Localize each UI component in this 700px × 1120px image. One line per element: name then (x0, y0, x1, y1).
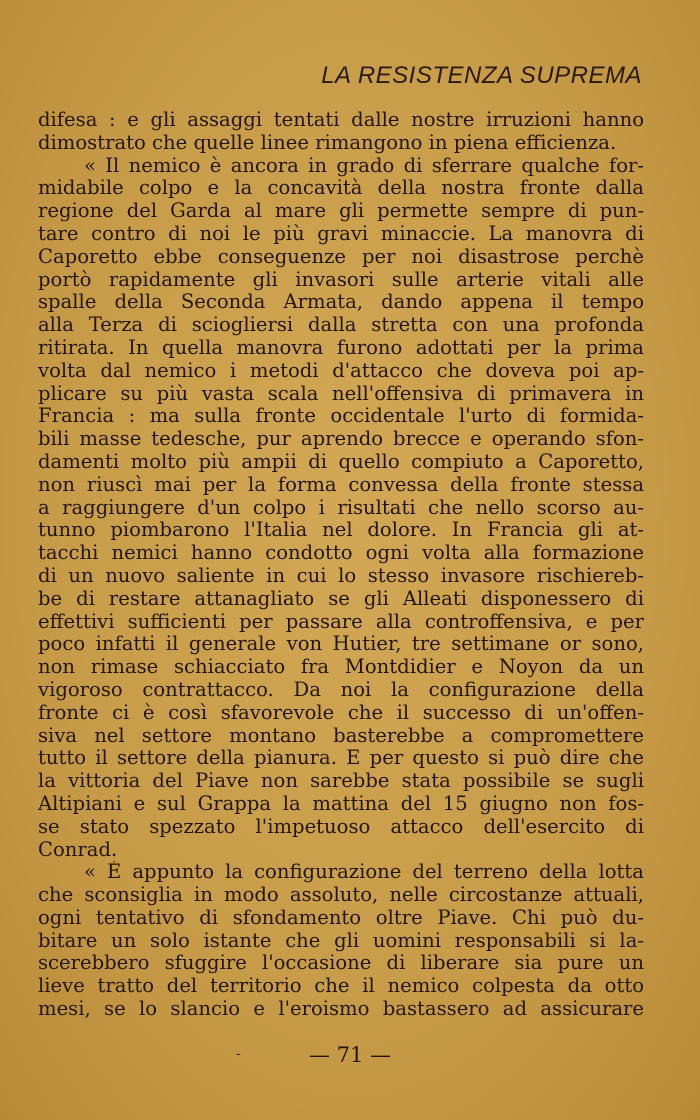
text-line: tunno piombarono l'Italia nel dolore. In Francia gli at- (38, 519, 644, 542)
text-line: alla Terza di sciogliersi dalla stretta con una profonda (38, 314, 644, 337)
text-line: poco infatti il generale von Hutier, tre settimane or sono, (38, 633, 644, 656)
text-line: non riuscì mai per la forma convessa della fronte stessa (38, 473, 644, 496)
text-line: difesa : e gli assaggi tentati dalle nostre irruzioni hanno (38, 109, 644, 131)
running-title: LA RESISTENZA SUPREMA (321, 62, 642, 89)
text-line: plicare su più vasta scala nell'offensiva di primavera in (38, 382, 644, 405)
page-number: — 71 — (308, 1043, 392, 1067)
text-line: volta dal nemico i metodi d'attacco che doveva poi ap- (38, 359, 644, 382)
text-line: damenti molto più ampii di quello compiuto a Caporetto, (38, 450, 644, 473)
text-line: Conrad. (38, 838, 118, 861)
text-line: Francia : ma sulla fronte occidentale l'urto di formida- (38, 405, 644, 428)
text-line: « È appunto la configurazione del terreno della lotta (84, 861, 644, 884)
text-line: siva nel settore montano basterebbe a compromettere (38, 724, 644, 747)
text-line: scerebbero sfuggire l'occasione di liberare sia pure un (38, 952, 644, 975)
text-line: regione del Garda al mare gli permette sempre di pun- (38, 200, 644, 223)
text-line: ogni tentativo di sfondamento oltre Piave. Chi può du- (38, 906, 644, 929)
text-line: effettivi sufficienti per passare alla controffensiva, e per (38, 610, 644, 633)
text-line: midabile colpo e la concavità della nostra fronte dalla (38, 177, 644, 200)
text-line: mesi, se lo slancio e l'eroismo bastassero ad assicurare (38, 998, 644, 1021)
text-line: la vittoria del Piave non sarebbe stata possibile se sugli (38, 770, 644, 793)
text-line: non rimase schiacciato fra Montdidier e Noyon da un (38, 656, 644, 679)
text-line: dimostrato che quelle linee rimangono in piena efficienza. (38, 131, 617, 154)
folio-mark: - (236, 1046, 241, 1062)
text-line: lieve tratto del territorio che il nemico colpesta da otto (38, 975, 644, 998)
text-line: Caporetto ebbe conseguenze per noi disastrose perchè (38, 245, 644, 268)
text-line: bili masse tedesche, pur aprendo brecce e operando sfon- (38, 428, 644, 451)
text-line: se stato spezzato l'impetuoso attacco dell'esercito di (38, 815, 644, 838)
text-line: tutto il settore della pianura. E per questo si può dire che (38, 747, 644, 770)
text-line: di un nuovo saliente in cui lo stesso invasore rischiereb- (38, 564, 644, 587)
text-line: tacchi nemici hanno condotto ogni volta alla formazione (38, 542, 644, 565)
text-line: bitare un solo istante che gli uomini responsabili si la- (38, 929, 644, 952)
text-line: a raggiungere d'un colpo i risultati che nello scorso au- (38, 496, 644, 519)
text-line: « Il nemico è ancora in grado di sferrare qualche for- (84, 154, 644, 177)
text-line: ritirata. In quella manovra furono adottati per la prima (38, 336, 644, 359)
text-line: be di restare attanagliato se gli Alleati disponessero di (38, 587, 644, 610)
text-line: spalle della Seconda Armata, dando appena il tempo (38, 291, 644, 314)
text-line: fronte ci è così sfavorevole che il successo di un'offen- (38, 701, 644, 724)
text-line: portò rapidamente gli invasori sulle arterie vitali alle (38, 268, 644, 291)
text-line: Altipiani e sul Grappa la mattina del 15 giugno non fos- (38, 792, 644, 815)
body-text (38, 109, 644, 1021)
text-line: vigoroso contrattacco. Da noi la configurazione della (38, 678, 644, 701)
text-line: tare contro di noi le più gravi minaccie. La manovra di (38, 222, 644, 245)
text-line: che sconsiglia in modo assoluto, nelle circostanze attuali, (38, 884, 644, 907)
